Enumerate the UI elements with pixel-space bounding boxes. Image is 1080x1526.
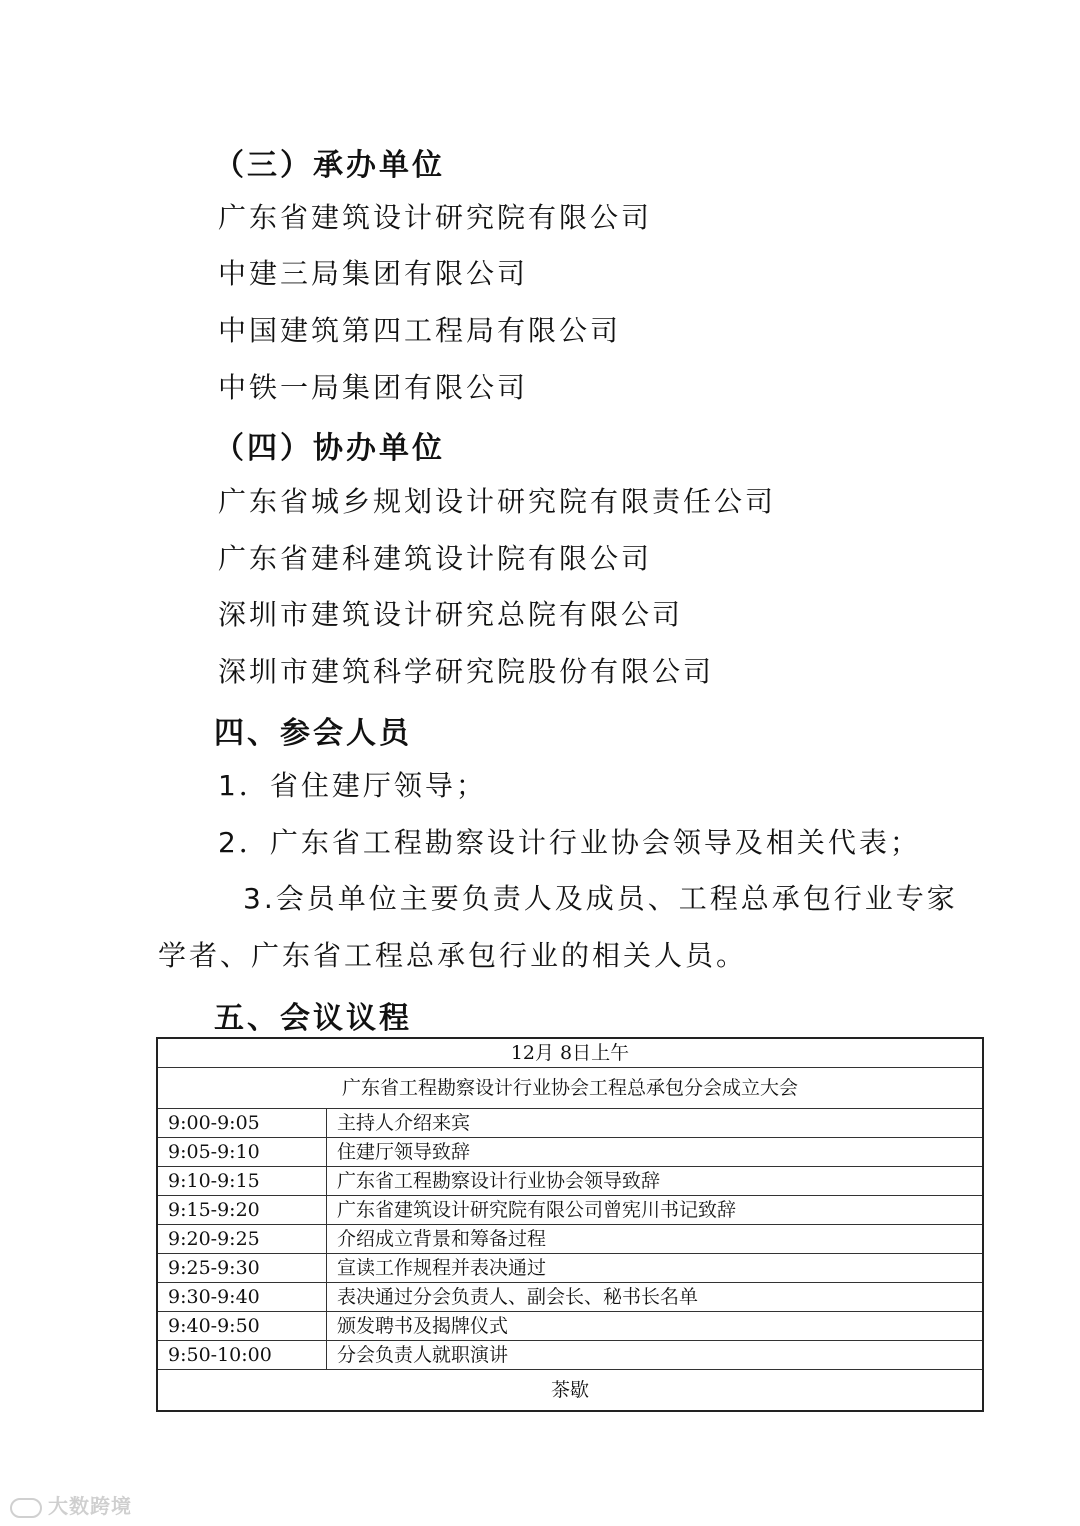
- host-unit: 中国建筑第四工程局有限公司: [218, 314, 622, 347]
- agenda-time: 9:15-9:20: [157, 1196, 327, 1225]
- agenda-footer-row: [157, 1370, 983, 1412]
- table-row: [157, 1167, 983, 1196]
- agenda-item: 介绍成立背景和筹备过程: [327, 1225, 984, 1254]
- agenda-time: 9:05-9:10: [157, 1138, 327, 1167]
- attendee-item: 1．省住建厅领导；: [218, 769, 487, 802]
- host-unit: 中建三局集团有限公司: [218, 257, 529, 290]
- agenda-time: 9:50-10:00: [157, 1341, 327, 1370]
- watermark: [10, 1490, 132, 1519]
- assist-unit: 广东省城乡规划设计研究院有限责任公司: [218, 485, 777, 518]
- table-row: [157, 1312, 983, 1341]
- agenda-time: 9:00-9:05: [157, 1109, 327, 1138]
- table-row: [157, 1254, 983, 1283]
- table-row: [157, 1196, 983, 1225]
- attendee-item: 3.会员单位主要负责人及成员、工程总承包行业专家: [243, 882, 958, 915]
- attendee-item: 2．广东省工程勘察设计行业协会领导及相关代表；: [218, 826, 921, 859]
- agenda-item: 表决通过分会负责人、副会长、秘书长名单: [327, 1283, 984, 1312]
- watermark-text: 大数跨境: [48, 1494, 132, 1518]
- agenda-item: 颁发聘书及揭牌仪式: [327, 1312, 984, 1341]
- agenda-table: [156, 1037, 984, 1412]
- section-heading-host: （三）承办单位: [214, 148, 445, 183]
- agenda-item: 宣读工作规程并表决通过: [327, 1254, 984, 1283]
- agenda-title-row: [157, 1068, 983, 1109]
- agenda-date: 12月 8日上午: [157, 1038, 983, 1068]
- agenda-time: 9:25-9:30: [157, 1254, 327, 1283]
- table-row: [157, 1283, 983, 1312]
- assist-unit: 广东省建科建筑设计院有限公司: [218, 542, 653, 575]
- table-row: [157, 1225, 983, 1254]
- agenda-title: 广东省工程勘察设计行业协会工程总承包分会成立大会: [157, 1068, 983, 1109]
- attendee-item-continuation: 学者、广东省工程总承包行业的相关人员。: [158, 939, 748, 972]
- agenda-item: 广东省工程勘察设计行业协会领导致辞: [327, 1167, 984, 1196]
- host-unit: 中铁一局集团有限公司: [218, 371, 529, 404]
- section-heading-agenda: 五、会议议程: [214, 1001, 412, 1036]
- assist-unit: 深圳市建筑设计研究总院有限公司: [218, 598, 684, 631]
- table-row: [157, 1138, 983, 1167]
- agenda-item: 住建厅领导致辞: [327, 1138, 984, 1167]
- agenda-date-row: [157, 1038, 983, 1068]
- table-row: [157, 1341, 983, 1370]
- assist-unit: 深圳市建筑科学研究院股份有限公司: [218, 655, 715, 688]
- agenda-footer: 茶歇: [157, 1370, 983, 1412]
- table-row: [157, 1109, 983, 1138]
- section-heading-attendees: 四、参会人员: [214, 716, 412, 751]
- agenda-time: 9:40-9:50: [157, 1312, 327, 1341]
- host-unit: 广东省建筑设计研究院有限公司: [218, 201, 653, 234]
- agenda-item: 主持人介绍来宾: [327, 1109, 984, 1138]
- section-heading-assist: （四）协办单位: [214, 431, 445, 466]
- agenda-time: 9:20-9:25: [157, 1225, 327, 1254]
- agenda-item: 分会负责人就职演讲: [327, 1341, 984, 1370]
- agenda-time: 9:10-9:15: [157, 1167, 327, 1196]
- agenda-item: 广东省建筑设计研究院有限公司曾宪川书记致辞: [327, 1196, 984, 1225]
- agenda-time: 9:30-9:40: [157, 1283, 327, 1312]
- watermark-logo-icon: [10, 1498, 42, 1518]
